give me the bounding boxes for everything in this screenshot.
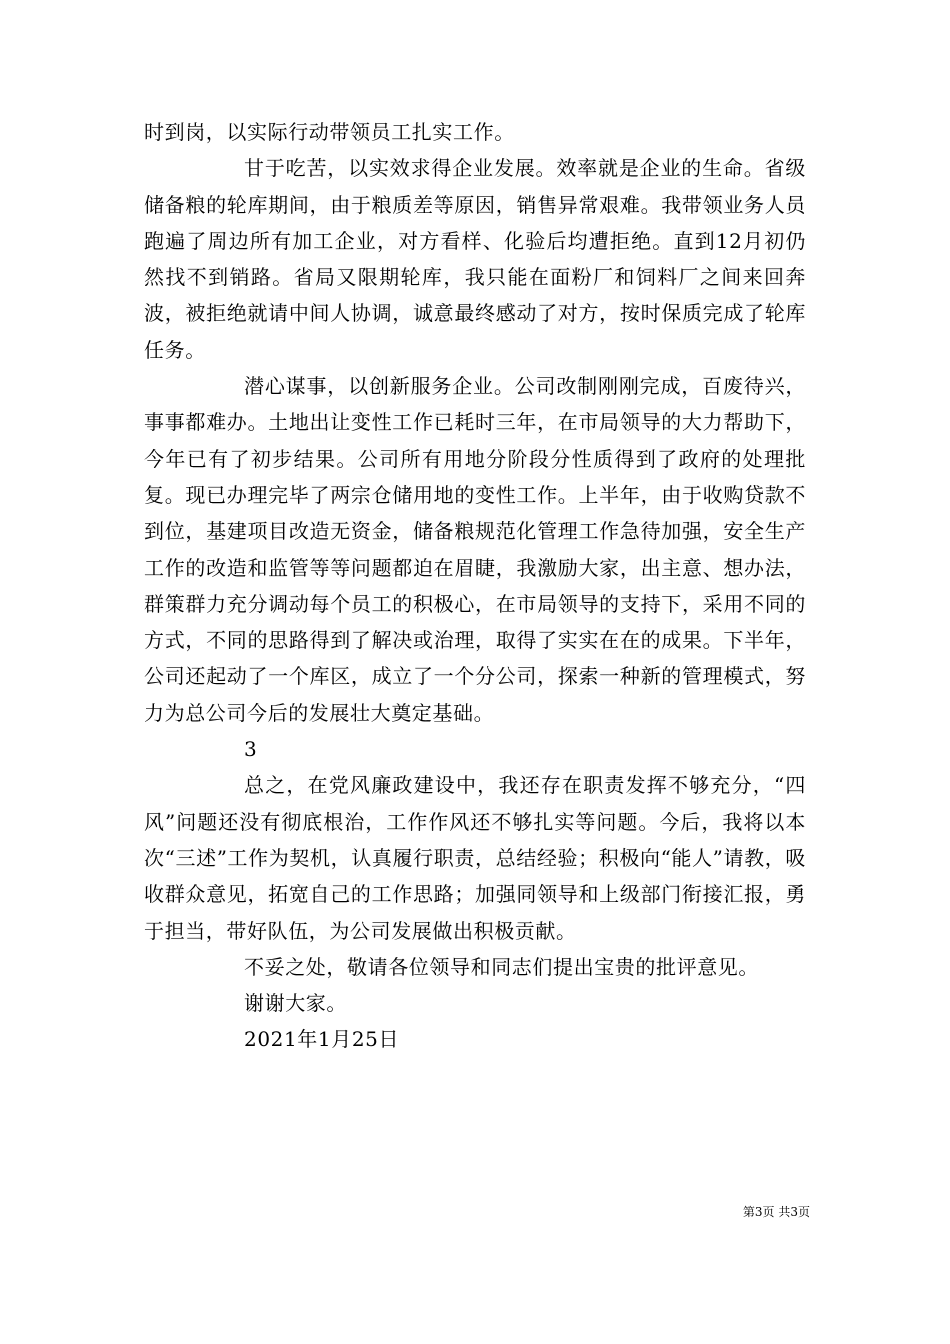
- page-number-footer: 第3页 共3页: [742, 1205, 810, 1219]
- section-number: 3: [244, 737, 258, 762]
- document-date: 2021年1月25日: [244, 1027, 400, 1052]
- paragraph-innovation: 潜心谋事，以创新服务企业。公司改制刚刚完成，百废待兴，事事都难办。土地出让变性工作已耗时三年，在市局领导的大力帮助下，今年已有了初步结果。公司所有用地分阶段分性质得到了政府的处理批复。现已办理完毕了两宗仓储用地的变性工作。上半年，由于收购贷款不到位，基建项目改造无资金，储备粮规范化管理工作急待加强，安全生产工作的改造和监管等等问题都迫在眉睫，我激励大家，出主意、想办法，群策群力充分调动每个员工的积极心，在市局领导的支持下，采用不同的方式，不同的思路得到了解决或治理，取得了实实在在的成果。下半年，公司还起动了一个库区，成立了一个分公司，探索一种新的管理模式，努力为总公司今后的发展壮大奠定基础。: [144, 374, 806, 725]
- closing-thanks: 谢谢大家。: [244, 991, 347, 1016]
- document-body: [144, 114, 806, 1058]
- closing-request: 不妥之处，敬请各位领导和同志们提出宝贵的批评意见。: [244, 954, 759, 979]
- paragraph-hard-work: 甘于吃苦，以实效求得企业发展。效率就是企业的生命。省级储备粮的轮库期间，由于粮质差等原因，销售异常艰难。我带领业务人员跑遍了周边所有加工企业，对方看样、化验后均遭拒绝。直到12月初仍然找不到销路。省局又限期轮库，我只能在面粉厂和饲料厂之间来回奔波，被拒绝就请中间人协调，诚意最终感动了对方，按时保质完成了轮库任务。: [144, 156, 806, 362]
- paragraph-summary: 总之，在党风廉政建设中，我还存在职责发挥不够充分，“四风”问题还没有彻底根治，工作作风还不够扎实等问题。今后，我将以本次“三述”工作为契机，认真履行职责，总结经验；积极向“能人”请教，吸收群众意见，拓宽自己的工作思路；加强同领导和上级部门衔接汇报，勇于担当，带好队伍，为公司发展做出积极贡献。: [144, 773, 806, 943]
- paragraph-continuation: 时到岗，以实际行动带领员工扎实工作。: [144, 120, 515, 144]
